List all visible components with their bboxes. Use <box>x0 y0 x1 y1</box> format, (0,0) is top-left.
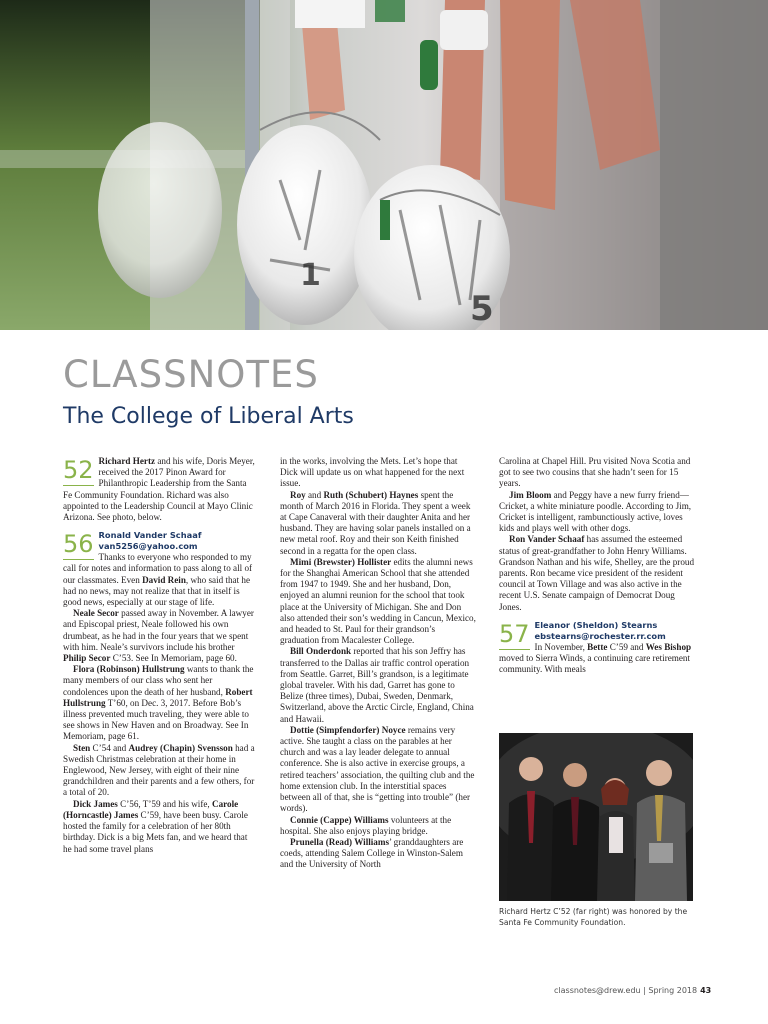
class-year-badge: 57 <box>499 619 530 648</box>
paragraph: Sten C’54 and Audrey (Chapin) Svensson had a Swedish Christmas celebration at their home in Englewood, New Jersey, with eight of their nine grandchildren and their parents and a few others, for a total of 20. <box>63 742 255 798</box>
footer-issue: Spring 2018 <box>648 986 698 995</box>
class-52-block <box>63 456 255 523</box>
paragraph: Prunella (Read) Williams’ granddaughters are coeds, attending Salem College in Winston-Salem and the University of North <box>280 836 464 870</box>
award-photo <box>499 733 693 901</box>
column-2 <box>280 456 476 871</box>
page-title: The College of Liberal Arts <box>63 404 354 429</box>
paragraph: Roy and Ruth (Schubert) Haynes spent the month of March 2016 in Florida. They spent a week at Cape Canaveral with their daughter Anita and her husband. They are having solar panels installed on a new metal roof. Roy and their son Keith finished second in a regatta for the open class. <box>280 489 471 556</box>
paragraph: Mimi (Brewster) Hollister edits the alumni news for the Shanghai American School that she attended from 1947 to 1949. She and her husband, Don, enjoyed an alumni reunion for the school that took place at the University of Michigan. She and Don also attended their son’s wedding in Cancun, Mexico, and headed to St. Paul for their grandson’s graduation from Macalester College. <box>280 556 476 646</box>
hero-illustration <box>0 0 768 330</box>
paragraph: Thanks to everyone who responded to my call for notes and information to pass along to all of our classmates. Even David Rein, who said that he had no news, may not realize that that in itself is good news, especially at our stage of life. <box>63 552 253 608</box>
class-secretary-name: Ronald Vander Schaaf <box>98 530 202 541</box>
svg-text:5: 5 <box>470 289 494 329</box>
section-heading: CLASSNOTES <box>63 353 319 396</box>
class-secretary-name: Eleanor (Sheldon) Stearns <box>534 619 658 630</box>
footer-email[interactable]: classnotes@drew.edu <box>554 986 641 995</box>
class-secretary-email[interactable]: van5256@yahoo.com <box>98 541 198 552</box>
paragraph: In November, Bette C’59 and Wes Bishop moved to Sierra Winds, a continuing care retirement community. With meals <box>499 641 692 675</box>
paragraph: Bill Onderdonk reported that his son Jeffry has transferred to the Dallas air traffic control operation from Seattle. Garret, Bill’s grandson, is a legitimate global traveler. With his dad, Garret has gone to Belize (three times), Dubai, Sweden, Denmark, Switzerland, above the Arctic Circle, England, China and Hawaii. <box>280 646 474 724</box>
hero-photo-lacrosse-helmets <box>0 0 768 330</box>
class-57-block <box>499 620 695 676</box>
paragraph: in the works, involving the Mets. Let’s hope that Dick will update us on what happened for the next issue. <box>280 456 465 489</box>
paragraph: Jim Bloom and Peggy have a new furry friend—Cricket, a white miniature poodle. According to Jim, Cricket is intelligent, rambunctiously active, loves kids and plays well with other dogs. <box>499 489 692 534</box>
paragraph: Connie (Cappe) Williams volunteers at the hospital. She also enjoys playing bridge. <box>280 814 452 836</box>
paragraph: Dottie (Simpfendorfer) Noyce remains very active. She taught a class on the parables at her church and was a lay leader delegate to annual conference. She is also active in exercise groups, a retired teachers’ association, the quilting club and the home extension club. In the interstitial spaces between all of that, she is “getting into trouble” (her words). <box>280 724 475 814</box>
svg-text:1: 1 <box>300 258 321 293</box>
paragraph: Dick James C’56, T’59 and his wife, Carole (Horncastle) James C’59, have been busy. Carole hosted the family for a celebration of her 80th birthday. Dick is a big Mets fan, and we heard that he had some travel plans <box>63 798 248 854</box>
class-secretary-email[interactable]: ebstearns@rochester.rr.com <box>534 630 666 641</box>
page-footer <box>554 986 711 995</box>
class-year-badge: 56 <box>63 530 94 559</box>
paragraph: Carolina at Chapel Hill. Pru visited Nova Scotia and got to see two cousins that she hadn’t seen for 15 years. <box>499 456 691 489</box>
class-year-badge: 52 <box>63 456 94 484</box>
paragraph: Richard Hertz and his wife, Doris Meyer, received the 2017 Pinon Award for Philanthropic Leadership from the Santa Fe Community Foundation. Richard was also appointed to the Leadership Council at Mayo Clinic Arizona. See photo, below. <box>63 456 255 523</box>
paragraph: Ron Vander Schaaf has assumed the esteemed status of great-grandfather to John Henry Williams. Grandson Nathan and his wife, Shelley, are the proud parents. Ron became vice president of the resident council at Town Village and was also active in the recent U.S. Senate campaign of Democrat Doug Jones. <box>499 534 695 612</box>
paragraph: Flora (Robinson) Hullstrung wants to thank the many members of our class who sent her condolences upon the death of her husband, Robert Hullstrung T’60, on Dec. 3, 2017. Before Bob’s illness prevented much traveling, they were able to see shows in New Haven and on Broadway. See In Memoriam, page 61. <box>63 664 254 742</box>
paragraph: Neale Secor passed away in November. A lawyer and Episcopal priest, Neale followed his own drumbeat, as he had in the four years that we spent with him. Neale’s survivors include his brother Philip Secor C’53. See In Memoriam, page 60. <box>63 608 254 664</box>
award-photo-illustration <box>499 733 693 901</box>
class-56-block <box>63 530 255 608</box>
column-3 <box>499 456 695 675</box>
photo-caption: Richard Hertz C’52 (far right) was honored by the Santa Fe Community Foundation. <box>499 907 688 927</box>
column-1 <box>63 456 255 855</box>
footer-separator: | <box>640 986 649 995</box>
page-number: 43 <box>700 986 712 995</box>
